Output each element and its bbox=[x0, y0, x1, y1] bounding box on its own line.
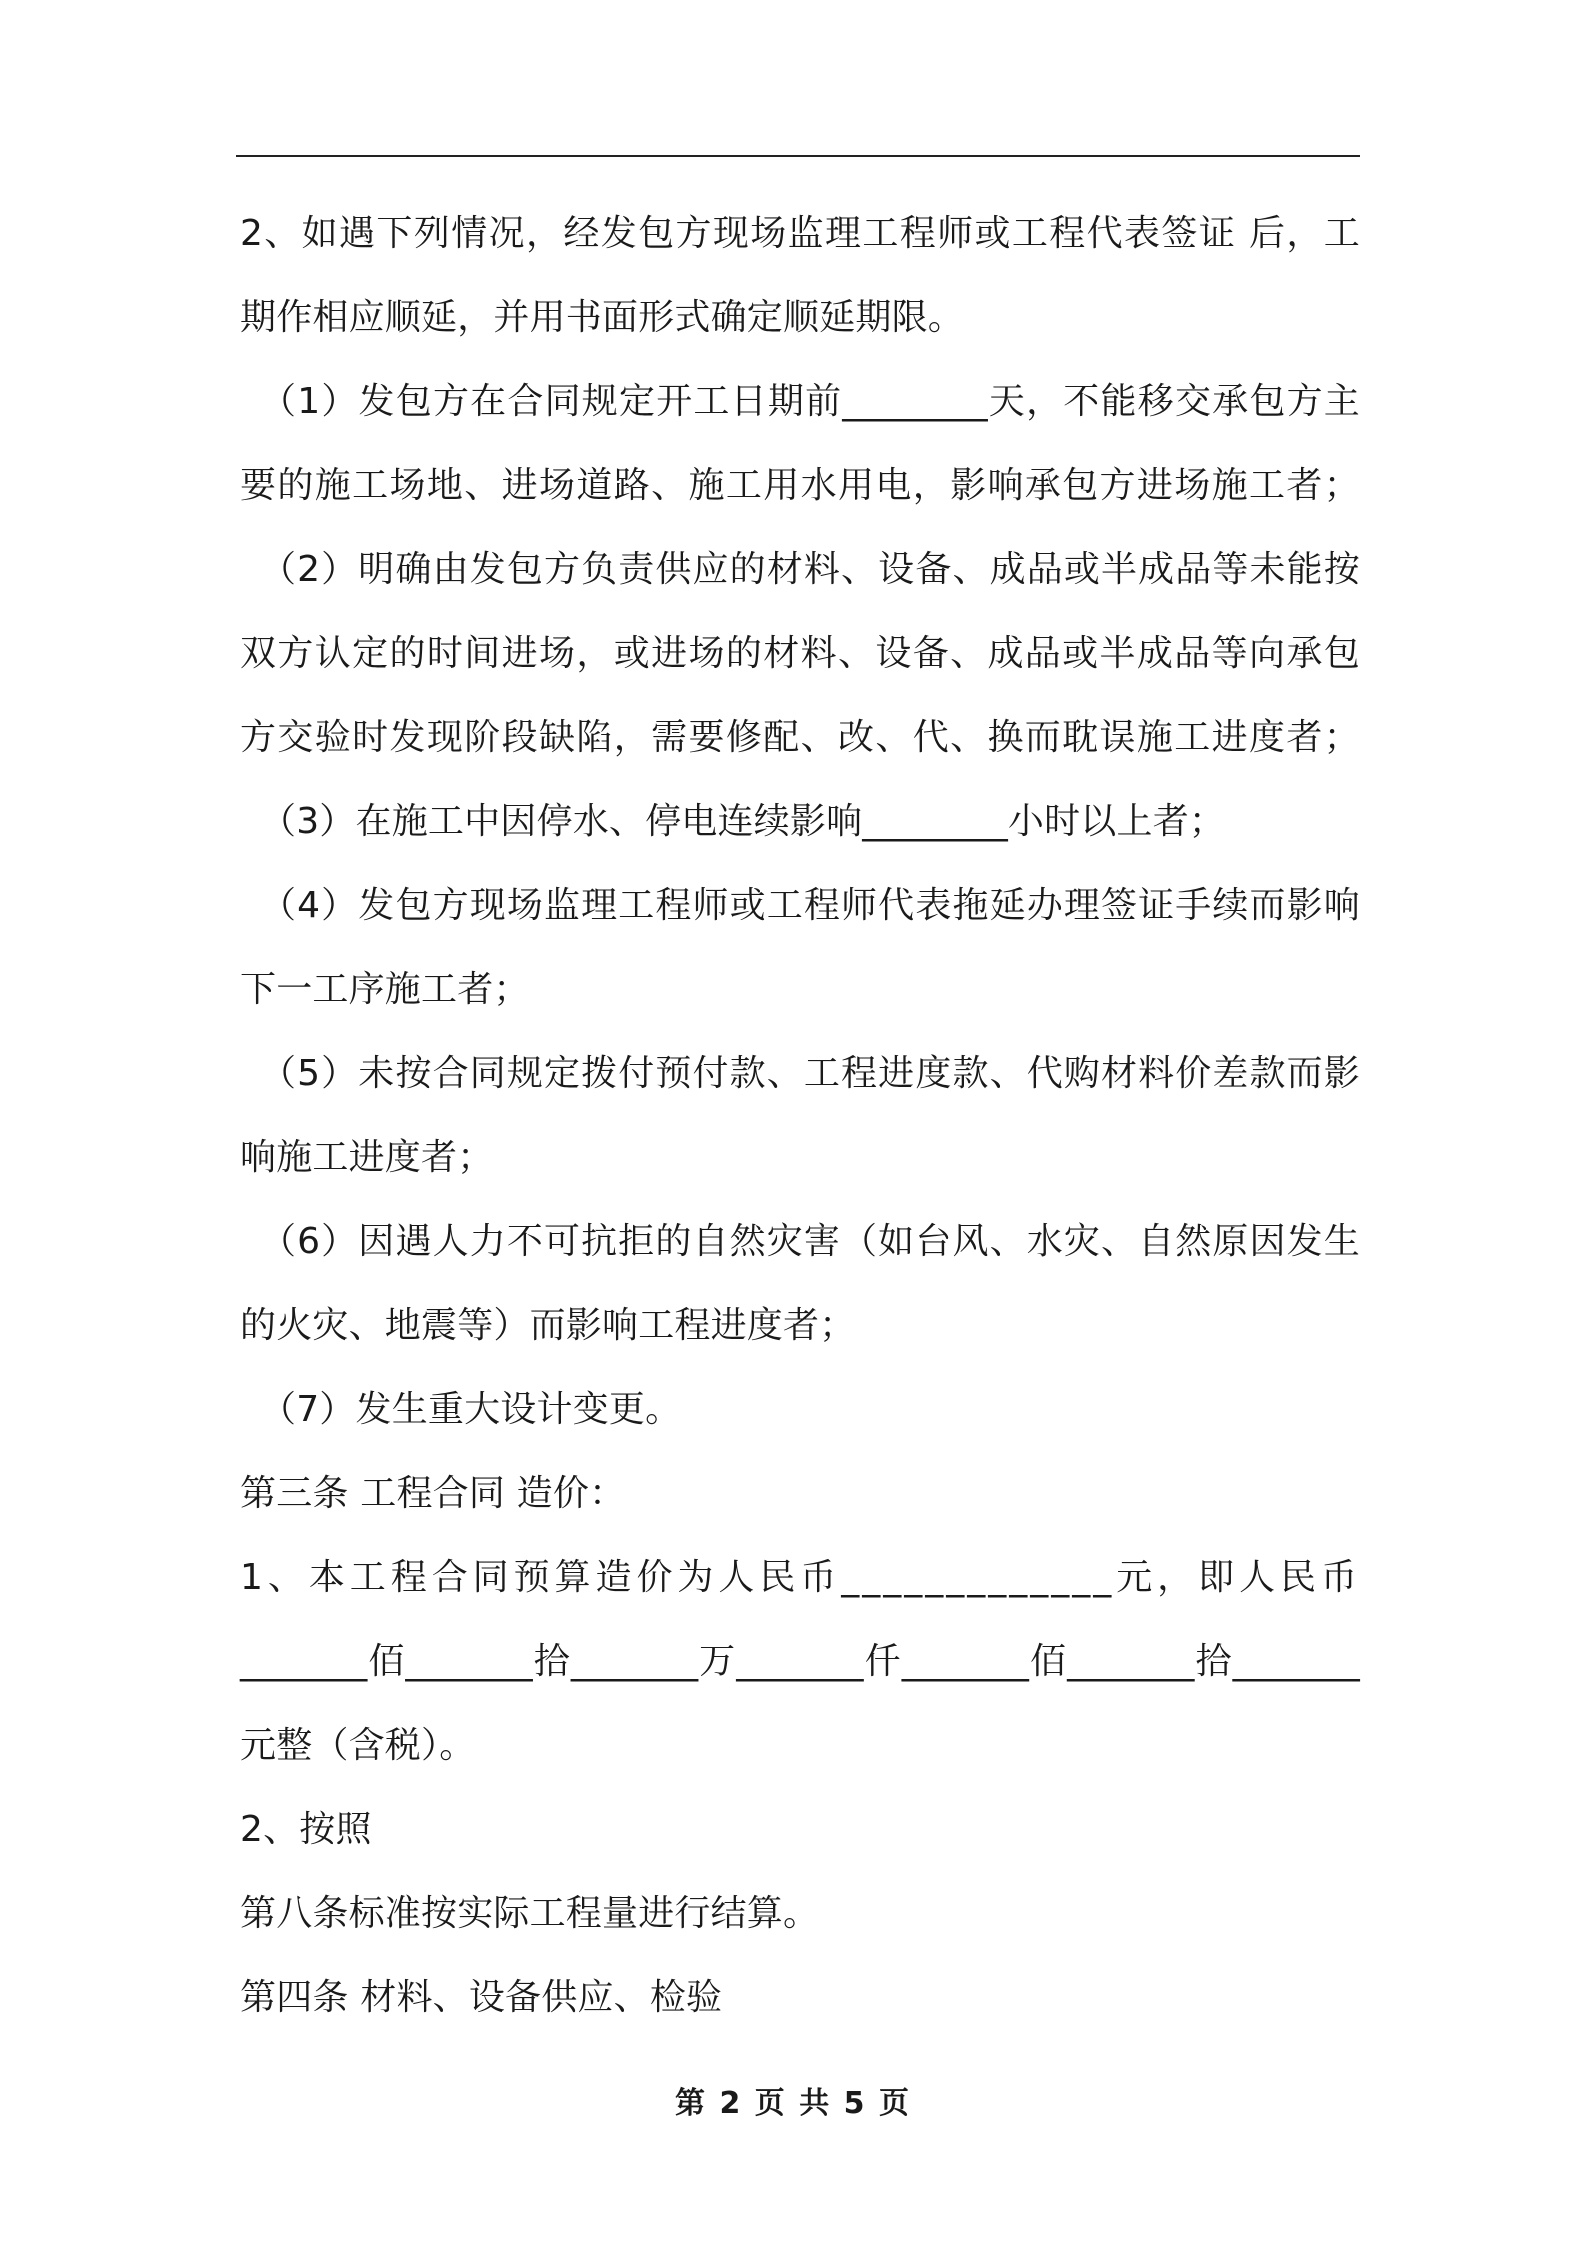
article-heading: 第四条 材料、设备供应、检验 bbox=[240, 1977, 723, 2018]
page-number-footer: 第 2 页 共 5 页 bbox=[675, 2086, 911, 2121]
list-item-line: 方交验时发现阶段缺陷，需要修配、改、代、换而耽误施工进度者； bbox=[240, 717, 1360, 758]
paragraph-line: 1、本工程合同预算造价为人民币_____________元，即人民币 bbox=[240, 1557, 1360, 1598]
paragraph-line: 第八条标准按实际工程量进行结算。 bbox=[240, 1893, 820, 1934]
list-item-line: （3）在施工中因停水、停电连续影响________小时以上者； bbox=[260, 801, 1226, 842]
list-item-line: （5）未按合同规定拨付预付款、工程进度款、代购材料价差款而影 bbox=[260, 1053, 1360, 1094]
list-item-line: （1）发包方在合同规定开工日期前________天，不能移交承包方主 bbox=[260, 381, 1360, 422]
paragraph-line: 2、如遇下列情况，经发包方现场监理工程师或工程代表签证 后，工 bbox=[240, 213, 1360, 254]
list-item-line: （2）明确由发包方负责供应的材料、设备、成品或半成品等未能按 bbox=[260, 549, 1360, 590]
paragraph-line: 2、按照 bbox=[240, 1809, 372, 1850]
list-item-line: 要的施工场地、进场道路、施工用水用电，影响承包方进场施工者； bbox=[240, 465, 1360, 506]
paragraph-line: 期作相应顺延，并用书面形式确定顺延期限。 bbox=[240, 297, 965, 338]
document-body bbox=[240, 192, 1360, 2040]
header-rule bbox=[236, 155, 1360, 157]
paragraph-line: 元整（含税）。 bbox=[240, 1725, 476, 1766]
article-heading: 第三条 工程合同 造价： bbox=[240, 1473, 626, 1514]
list-item-line: 双方认定的时间进场，或进场的材料、设备、成品或半成品等向承包 bbox=[240, 633, 1360, 674]
list-item-line: 的火灾、地震等）而影响工程进度者； bbox=[240, 1305, 856, 1346]
list-item-line: （6）因遇人力不可抗拒的自然灾害（如台风、水灾、自然原因发生 bbox=[260, 1221, 1360, 1262]
amount-fill-line: _______佰_______拾_______万_______仟_______佰_______拾_______ bbox=[240, 1641, 1360, 1682]
list-item-line: （4）发包方现场监理工程师或工程师代表拖延办理签证手续而影响 bbox=[260, 885, 1360, 926]
list-item-line: 下一工序施工者； bbox=[240, 969, 530, 1010]
list-item-line: 响施工进度者； bbox=[240, 1137, 494, 1178]
list-item-line: （7）发生重大设计变更。 bbox=[260, 1389, 682, 1430]
